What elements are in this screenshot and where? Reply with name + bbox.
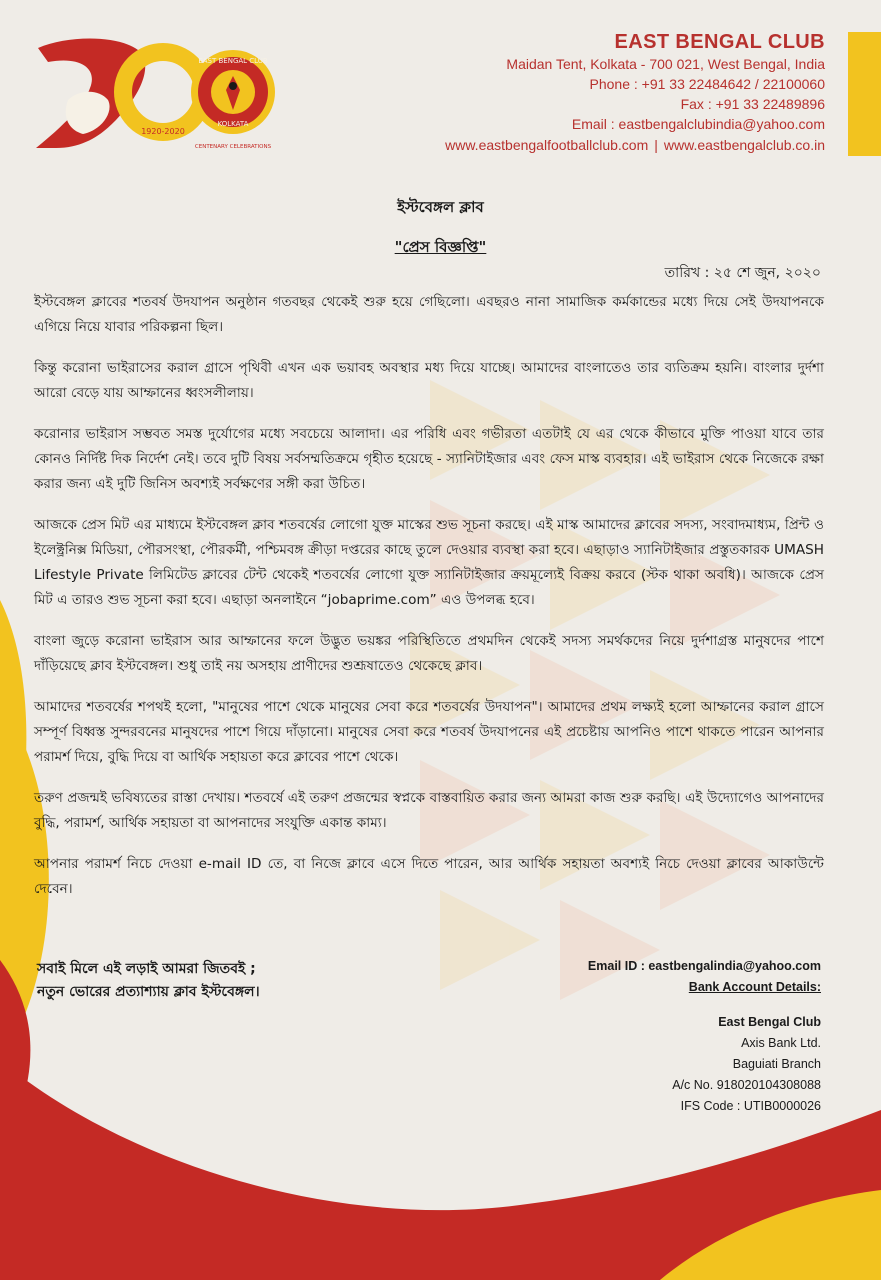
body-paragraph: তরুণ প্রজন্মই ভবিষ্যতের রাস্তা দেখায়। শতবর্ষে এই তরুণ প্রজন্মের স্বপ্নকে বাস্তবায়িত করার জন্য আমরা কাজ শুরু করছি। এই উদ্যোগেও আপনাদের বুদ্ধি, পরামর্শ, আর্থিক সহায়তা বা আপনাদের সংযুক্তি একান্ত কাম্য।: [34, 790, 824, 831]
body-paragraph: বাংলা জুড়ে করোনা ভাইরাস আর আম্ফানের ফলে উদ্ভুত ভয়ঙ্কর পরিস্থিতিতে প্রথমদিন থেকেই সদস্য সমর্থকদের নিয়ে দুর্দশাগ্রস্ত মানুষদের পাশে দাঁড়িয়েছে ক্লাব ইস্টবেঙ্গল। শুধু তাই নয় অসহায় প্রাণীদের শুশ্রূষাতেও থেকেছে ক্লাব।: [34, 633, 824, 674]
document-body: [34, 290, 824, 918]
contact-email: Email ID : eastbengalindia@yahoo.com: [587, 959, 821, 973]
body-paragraph: আজকে প্রেস মিট এর মাধ্যমে ইস্টবেঙ্গল ক্লাব শতবর্ষের লোগো যুক্ত মাস্কের শুভ সূচনা করছে। এই মাস্ক আমাদের ক্লাবের সদস্য, সংবাদমাধ্যম, প্রিন্ট ও ইলেক্ট্রনিক্স মিডিয়া, পৌরসংস্থা, পৌরকর্মী, পশ্চিমবঙ্গ ক্রীড়া দপ্তরের কাছে তুলে দেওয়ার ব্যবস্থা করা হবে। এছাড়াও স্যানিটাইজার প্রস্তুতকারক UMASH Lifestyle Private লিমিটেড ক্লাবের টেন্ট থেকেই শতবর্ষের লোগো যুক্ত স্যানিটাইজার ক্রয়মূল্যেই বিক্রয় করবে (স্টক থাকা অবধি)। আজকে প্রেস মিট এ তারও শুভ সূচনা করা হবে। এছাড়া অনলাইনে “jobaprime.com” এও উপলব্ধ হবে।: [34, 517, 824, 608]
letterhead: [325, 30, 825, 155]
bank-details: [501, 1012, 821, 1117]
bank-name: Axis Bank Ltd.: [741, 1036, 821, 1050]
letterhead-accent-bar: [848, 32, 881, 156]
crest-top-text: EAST BENGAL CLUB: [198, 57, 268, 65]
bank-account-number: A/c No. 918020104308088: [672, 1078, 821, 1092]
centenary-logo: [28, 30, 278, 155]
body-paragraph: কিন্তু করোনা ভাইরাসের করাল গ্রাসে পৃথিবী এখন এক ভয়াবহ অবস্থার মধ্য দিয়ে যাচ্ছে। আমাদের বাংলাতেও তার ব্যতিক্রম হয়নি। বাংলার দুর্দশা আরো বেড়ে যায় আম্ফানের ধ্বংসলীলায়।: [34, 360, 824, 401]
document-title: ইস্টবেঙ্গল ক্লাব: [397, 198, 484, 216]
centenary-ribbon: CENTENARY CELEBRATIONS: [194, 144, 272, 150]
club-websites: [325, 135, 825, 155]
slogan-line-1: সবাই মিলে এই লড়াই আমরা জিতবই ;: [37, 961, 256, 977]
website-link-2[interactable]: www.eastbengalclub.co.in: [663, 137, 825, 153]
website-separator: |: [654, 137, 658, 153]
club-phone: Phone : +91 33 22484642 / 22100060: [589, 76, 825, 92]
club-email: Email : eastbengalclubindia@yahoo.com: [571, 116, 825, 132]
press-release-heading: "প্রেস বিজ্ঞপ্তি": [394, 238, 487, 256]
crest-bottom-text: KOLKATA: [217, 120, 249, 128]
document-subtitle: [0, 236, 881, 261]
bank-branch: Baguiati Branch: [732, 1057, 821, 1071]
document-date: তারিখ : ২৫ শে জুন, ২০২০: [664, 265, 821, 281]
club-address: Maidan Tent, Kolkata - 700 021, West Bengal, India: [506, 56, 825, 72]
club-fax: Fax : +91 33 22489896: [680, 96, 825, 112]
body-paragraph: করোনার ভাইরাস সম্ভবত সমস্ত দুর্যোগের মধ্যে সবচেয়ে আলাদা। এর পরিধি এবং গভীরতা এতটাই যে এর থেকে কীভাবে মুক্তি পাওয়া যাবে তার কোনও নির্দিষ্ট দিক নির্দেশ নেই। তবে দুটি বিষয় সর্বসম্মতিক্রমে গৃহীত হয়েছে - স্যানিটাইজার এবং ফেস মাস্ক ব্যবহার। এই ভাইরাস থেকে নিজেকে রক্ষা করার জন্য এই দুটি জিনিস অবশ্যই সর্বক্ষণের সঙ্গী করা উচিত।: [34, 426, 824, 492]
slogan-line-2: নতুন ভোরের প্রত্যাশ্যায় ক্লাব ইস্টবেঙ্গল।: [37, 984, 260, 1000]
body-paragraph: আমাদের শতবর্ষের শপথই হলো, "মানুষের পাশে থেকে মানুষের সেবা করে শতবর্ষের উদযাপন"। আমাদের প্রথম লক্ষ্যই হলো আম্ফানের করাল গ্রাসে সম্পূর্ণ বিধ্বস্ত সুন্দরবনের মানুষদের পাশে গিয়ে দাঁড়ানো। মানুষের সেবা করে শতবর্ষ উদযাপনের এই প্রচেষ্টায় আপনিও পাশে থাকতে পারেন আপনার পরামর্শ দিয়ে, বুদ্ধি দিয়ে বা আর্থিক সহায়তা করে ক্লাবের পাশে থেকে।: [34, 699, 824, 765]
club-name: EAST BENGAL CLUB: [614, 31, 825, 53]
slogan: [37, 958, 367, 1004]
website-link-1[interactable]: www.eastbengalfootballclub.com: [445, 137, 649, 153]
body-paragraph: আপনার পরামর্শ নিচে দেওয়া e-mail ID তে, বা নিজে ক্লাবে এসে দিতে পারেন, আর আর্থিক সহায়তা অবশ্যই নিচে দেওয়া ক্লাবের আকাউন্টে দেবেন।: [34, 856, 824, 897]
bank-details-heading: Bank Account Details:: [688, 980, 821, 994]
centenary-100-logo-icon: [28, 30, 278, 155]
bank-account-name: East Bengal Club: [718, 1015, 821, 1029]
bank-ifs-code: IFS Code : UTIB0000026: [680, 1099, 821, 1113]
contact-details: [501, 956, 821, 1117]
centenary-years: 1920-2020: [141, 127, 185, 136]
body-paragraph: ইস্টবেঙ্গল ক্লাবের শতবর্ষ উদযাপন অনুষ্ঠান গতবছর থেকেই শুরু হয়ে গেছিলো। এবছরও নানা সামাজিক কর্মকান্ডের মধ্যে দিয়ে সেই উদযাপনকে এগিয়ে নিয়ে যাবার পরিকল্পনা ছিল।: [34, 294, 824, 335]
